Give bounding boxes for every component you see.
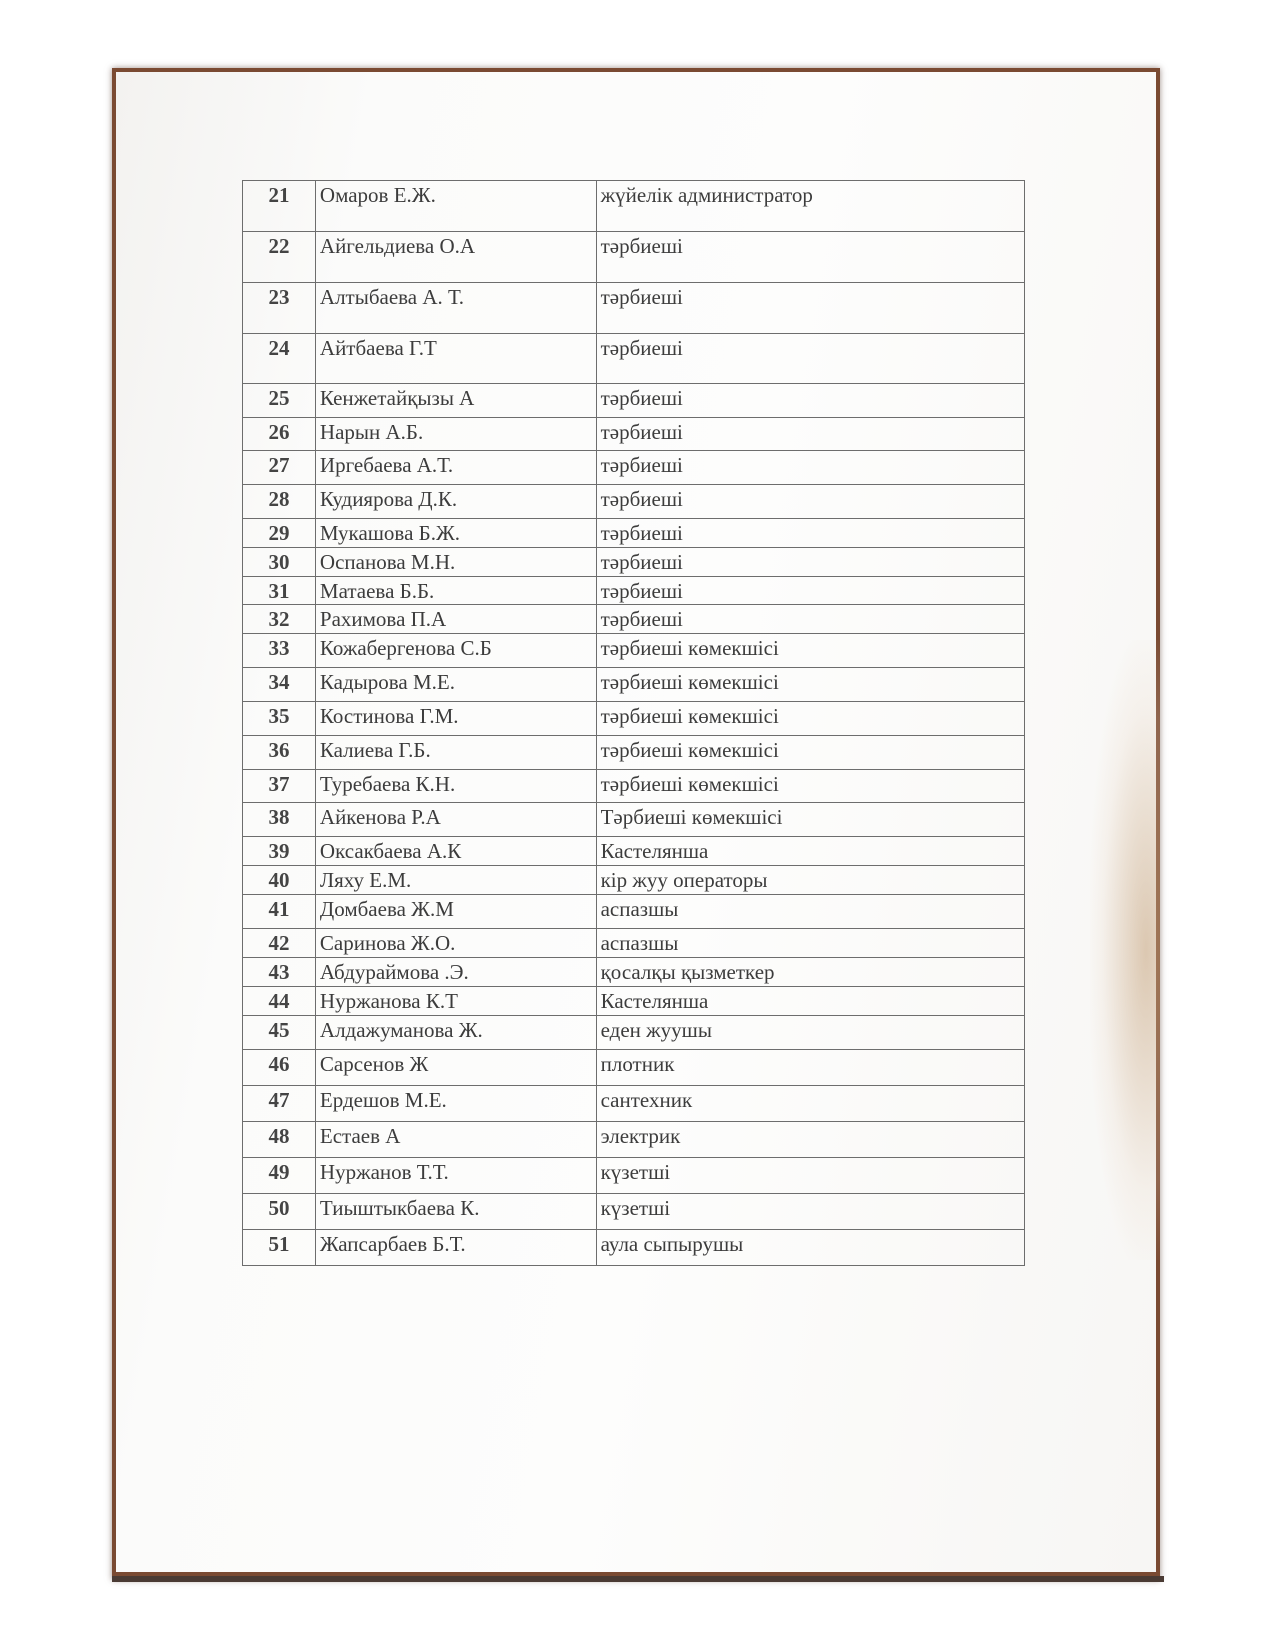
- employee-name: Кожабергенова С.Б: [315, 634, 596, 668]
- employee-position: күзетші: [596, 1158, 1024, 1194]
- row-number: 35: [243, 702, 316, 736]
- employee-position: тәрбиеші көмекшісі: [596, 634, 1024, 668]
- employee-name: Нуржанова К.Т: [315, 987, 596, 1016]
- row-number: 24: [243, 334, 316, 384]
- employee-name: Нарын А.Б.: [315, 418, 596, 451]
- employee-name: Домбаева Ж.М: [315, 895, 596, 929]
- table-row: [243, 181, 1025, 232]
- table-row: [243, 334, 1025, 384]
- row-number: 26: [243, 418, 316, 451]
- table-row: [243, 668, 1025, 702]
- row-number: 29: [243, 519, 316, 548]
- row-number: 41: [243, 895, 316, 929]
- employee-position: тәрбиеші көмекшісі: [596, 736, 1024, 770]
- employee-name: Кенжетайқызы А: [315, 384, 596, 418]
- employee-name: Жапсарбаев Б.Т.: [315, 1230, 596, 1266]
- table-row: [243, 1194, 1025, 1230]
- row-number: 36: [243, 736, 316, 770]
- employee-name: Матаева Б.Б.: [315, 577, 596, 605]
- employee-position: тәрбиеші: [596, 605, 1024, 634]
- employee-position: тәрбиеші: [596, 519, 1024, 548]
- row-number: 39: [243, 837, 316, 866]
- row-number: 47: [243, 1086, 316, 1122]
- staff-table: [242, 180, 1025, 1266]
- table-row: [243, 548, 1025, 577]
- employee-position: Тәрбиеші көмекшісі: [596, 803, 1024, 837]
- employee-position: тәрбиеші: [596, 485, 1024, 519]
- employee-position: тәрбиеші: [596, 334, 1024, 384]
- employee-position: тәрбиеші: [596, 384, 1024, 418]
- employee-name: Оспанова М.Н.: [315, 548, 596, 577]
- employee-position: аспазшы: [596, 929, 1024, 958]
- table-row: [243, 958, 1025, 987]
- employee-position: электрик: [596, 1122, 1024, 1158]
- row-number: 34: [243, 668, 316, 702]
- row-number: 48: [243, 1122, 316, 1158]
- table-row: [243, 803, 1025, 837]
- table-row: [243, 451, 1025, 485]
- employee-position: тәрбиеші: [596, 232, 1024, 283]
- employee-position: аспазшы: [596, 895, 1024, 929]
- finger-shadow: [1090, 640, 1160, 1260]
- employee-name: Рахимова П.А: [315, 605, 596, 634]
- employee-name: Нуржанов Т.Т.: [315, 1158, 596, 1194]
- page-bottom-edge: [112, 1576, 1164, 1582]
- row-number: 30: [243, 548, 316, 577]
- employee-name: Ляху Е.М.: [315, 866, 596, 895]
- employee-name: Оксакбаева А.К: [315, 837, 596, 866]
- row-number: 49: [243, 1158, 316, 1194]
- table-row: [243, 384, 1025, 418]
- employee-position: тәрбиеші көмекшісі: [596, 770, 1024, 803]
- employee-position: тәрбиеші көмекшісі: [596, 668, 1024, 702]
- employee-name: Саринова Ж.О.: [315, 929, 596, 958]
- row-number: 31: [243, 577, 316, 605]
- staff-table-body: [243, 181, 1025, 1266]
- row-number: 27: [243, 451, 316, 485]
- row-number: 28: [243, 485, 316, 519]
- table-row: [243, 1230, 1025, 1266]
- employee-name: Айтбаева Г.Т: [315, 334, 596, 384]
- table-row: [243, 866, 1025, 895]
- employee-name: Мукашова Б.Ж.: [315, 519, 596, 548]
- table-row: [243, 634, 1025, 668]
- employee-name: Туребаева К.Н.: [315, 770, 596, 803]
- employee-position: Кастелянша: [596, 987, 1024, 1016]
- row-number: 25: [243, 384, 316, 418]
- employee-name: Кудиярова Д.К.: [315, 485, 596, 519]
- employee-position: тәрбиеші: [596, 283, 1024, 334]
- employee-name: Айкенова Р.А: [315, 803, 596, 837]
- employee-position: Кастелянша: [596, 837, 1024, 866]
- table-row: [243, 485, 1025, 519]
- employee-position: аула сыпырушы: [596, 1230, 1024, 1266]
- employee-name: Кадырова М.Е.: [315, 668, 596, 702]
- row-number: 51: [243, 1230, 316, 1266]
- employee-position: тәрбиеші: [596, 451, 1024, 485]
- table-row: [243, 577, 1025, 605]
- row-number: 42: [243, 929, 316, 958]
- employee-name: Абдураймова .Э.: [315, 958, 596, 987]
- table-row: [243, 1122, 1025, 1158]
- row-number: 50: [243, 1194, 316, 1230]
- employee-position: қосалқы қызметкер: [596, 958, 1024, 987]
- row-number: 23: [243, 283, 316, 334]
- employee-name: Айгельдиева О.А: [315, 232, 596, 283]
- employee-name: Сарсенов Ж: [315, 1050, 596, 1086]
- employee-name: Калиева Г.Б.: [315, 736, 596, 770]
- employee-position: кір жуу операторы: [596, 866, 1024, 895]
- row-number: 32: [243, 605, 316, 634]
- row-number: 46: [243, 1050, 316, 1086]
- table-row: [243, 1158, 1025, 1194]
- table-row: [243, 736, 1025, 770]
- table-row: [243, 702, 1025, 736]
- table-row: [243, 1086, 1025, 1122]
- employee-name: Тиыштыкбаева К.: [315, 1194, 596, 1230]
- row-number: 21: [243, 181, 316, 232]
- employee-name: Естаев А: [315, 1122, 596, 1158]
- employee-name: Алдажуманова Ж.: [315, 1016, 596, 1050]
- table-row: [243, 283, 1025, 334]
- employee-position: жүйелік администратор: [596, 181, 1024, 232]
- employee-position: тәрбиеші: [596, 418, 1024, 451]
- table-row: [243, 1016, 1025, 1050]
- table-row: [243, 837, 1025, 866]
- employee-name: Омаров Е.Ж.: [315, 181, 596, 232]
- table-row: [243, 605, 1025, 634]
- row-number: 38: [243, 803, 316, 837]
- table-row: [243, 232, 1025, 283]
- employee-position: тәрбиеші көмекшісі: [596, 702, 1024, 736]
- table-row: [243, 929, 1025, 958]
- row-number: 40: [243, 866, 316, 895]
- employee-position: тәрбиеші: [596, 577, 1024, 605]
- table-row: [243, 987, 1025, 1016]
- employee-position: еден жуушы: [596, 1016, 1024, 1050]
- row-number: 44: [243, 987, 316, 1016]
- row-number: 22: [243, 232, 316, 283]
- row-number: 43: [243, 958, 316, 987]
- table-row: [243, 895, 1025, 929]
- table-row: [243, 519, 1025, 548]
- row-number: 37: [243, 770, 316, 803]
- employee-position: күзетші: [596, 1194, 1024, 1230]
- table-row: [243, 1050, 1025, 1086]
- table-row: [243, 770, 1025, 803]
- table-row: [243, 418, 1025, 451]
- row-number: 33: [243, 634, 316, 668]
- employee-position: плотник: [596, 1050, 1024, 1086]
- row-number: 45: [243, 1016, 316, 1050]
- employee-name: Ердешов М.Е.: [315, 1086, 596, 1122]
- employee-name: Иргебаева А.Т.: [315, 451, 596, 485]
- employee-name: Костинова Г.М.: [315, 702, 596, 736]
- employee-position: тәрбиеші: [596, 548, 1024, 577]
- employee-position: сантехник: [596, 1086, 1024, 1122]
- employee-name: Алтыбаева А. Т.: [315, 283, 596, 334]
